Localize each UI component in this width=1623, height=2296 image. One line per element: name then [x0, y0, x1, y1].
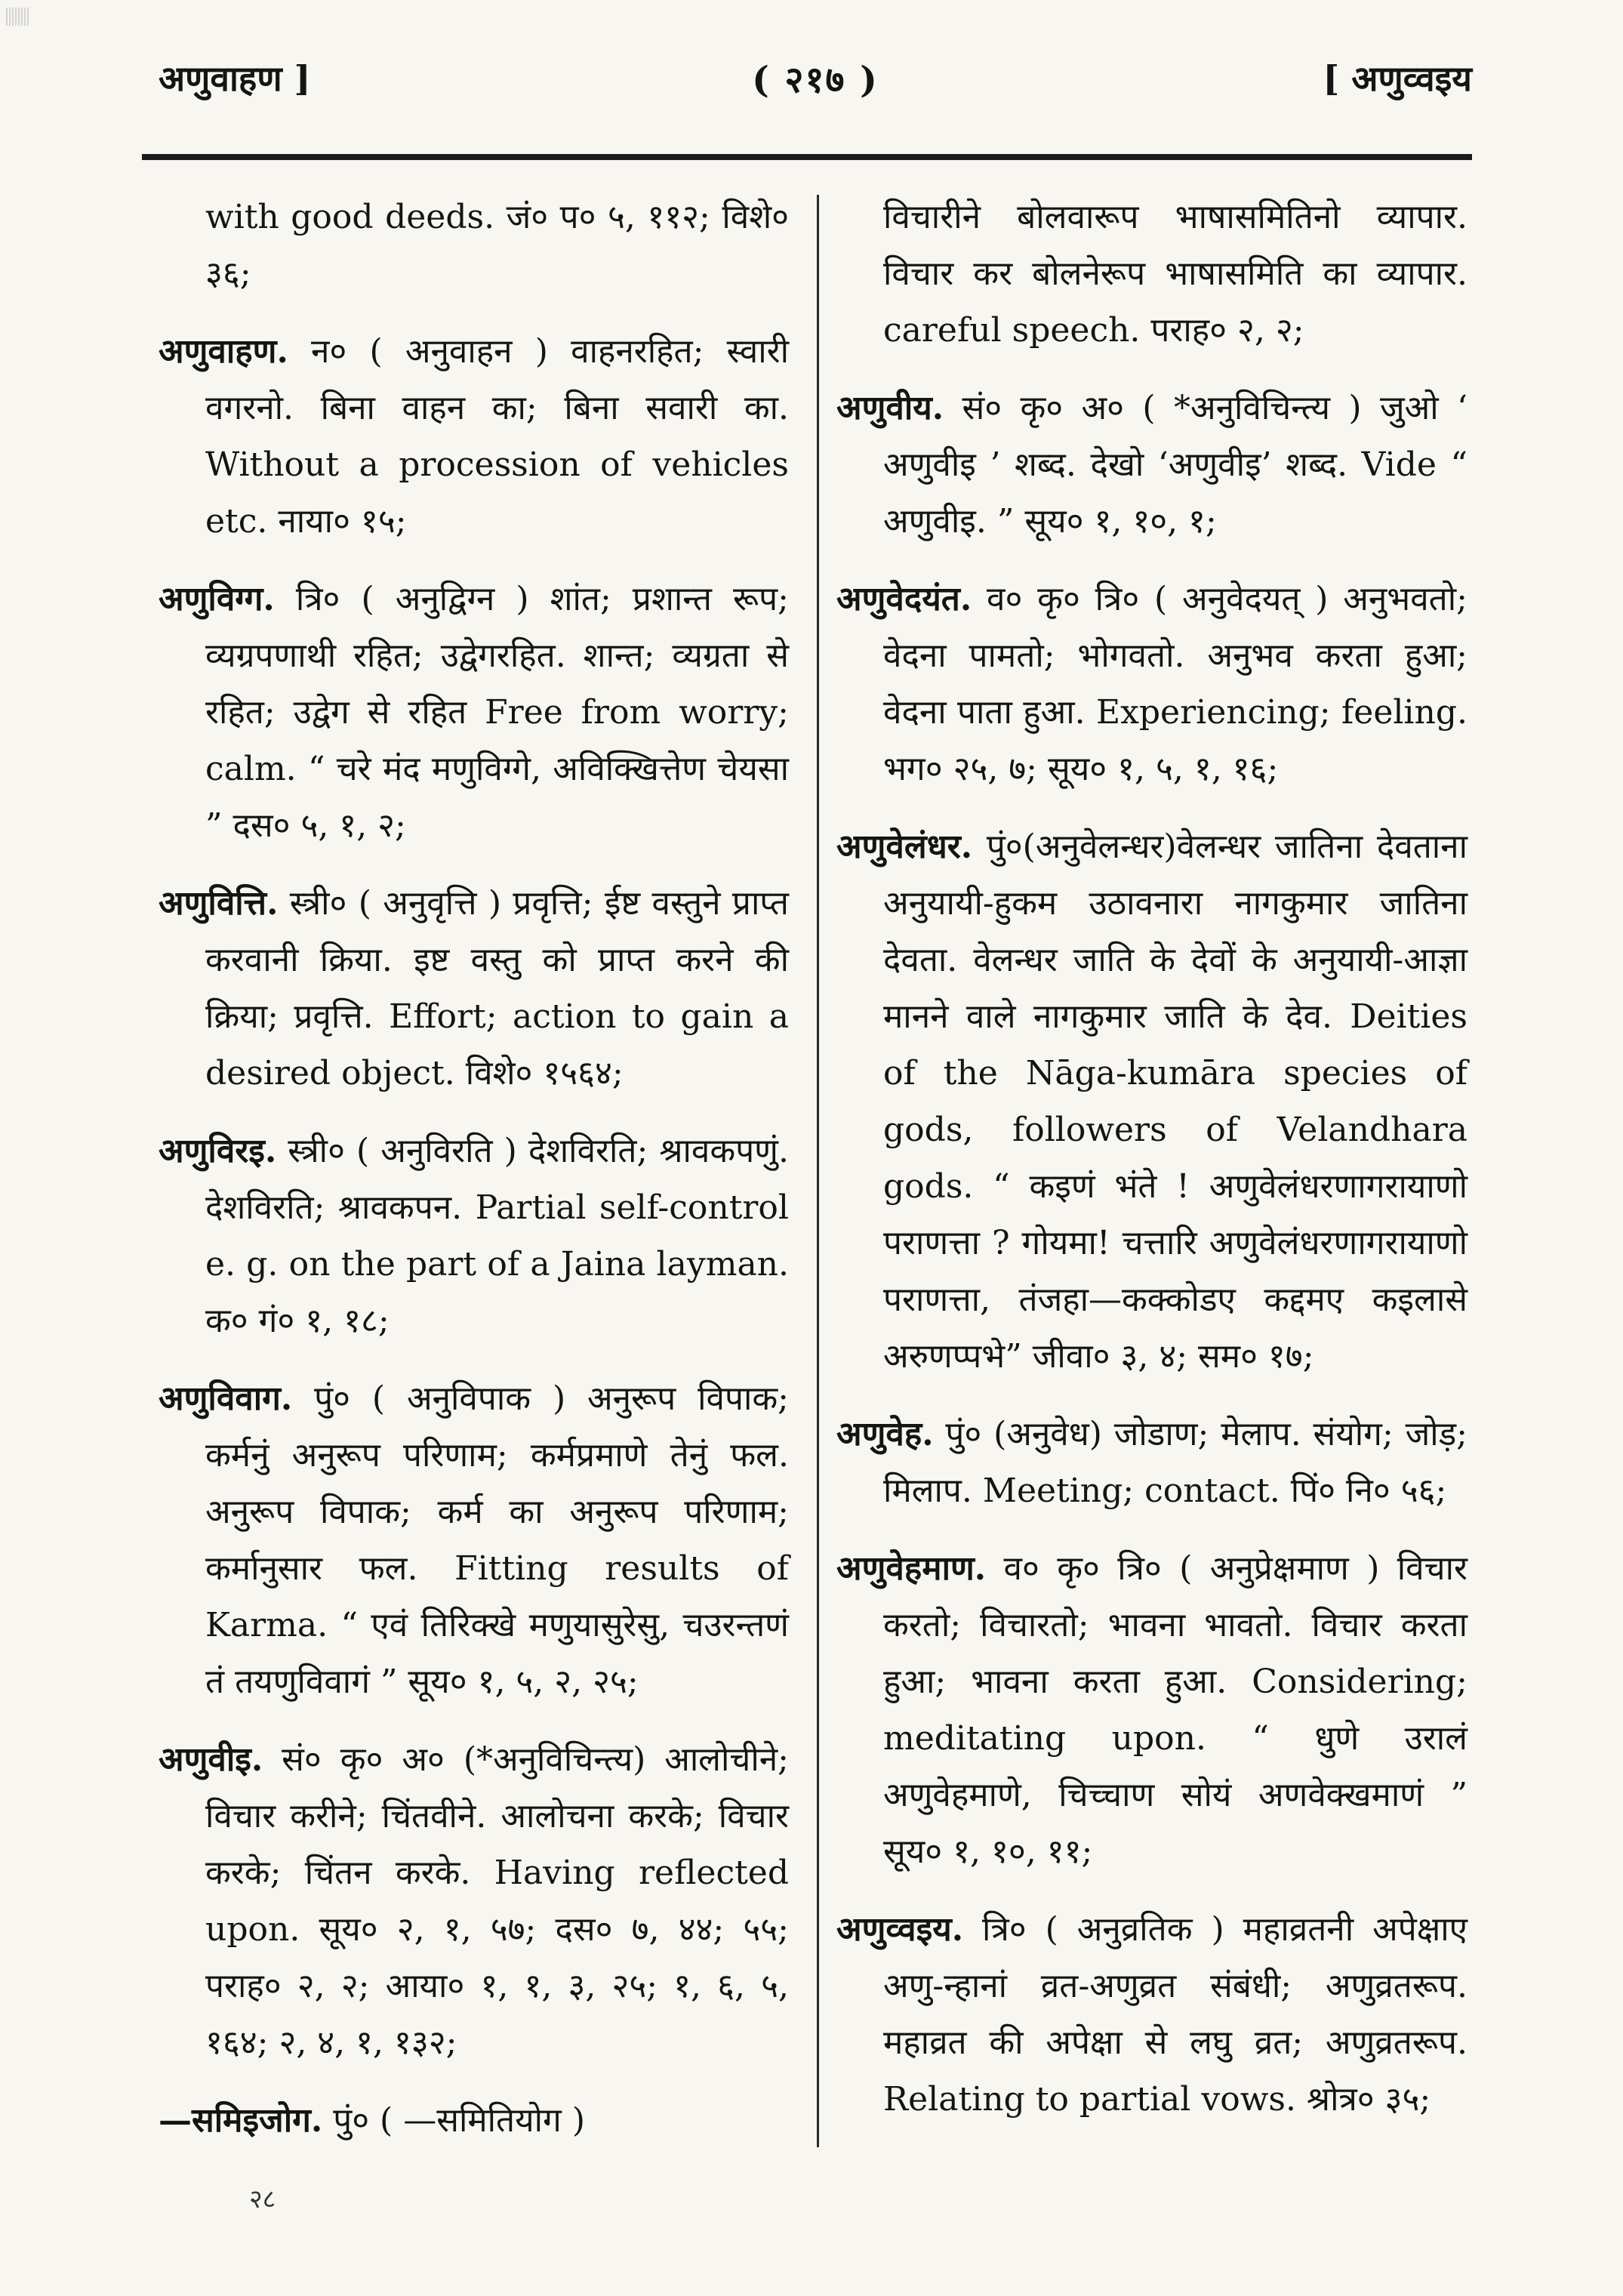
entry-headword: अणुवेह.	[836, 1415, 934, 1453]
left-column	[159, 189, 789, 2170]
entry-headword: अणुवेदयंत.	[836, 580, 972, 618]
header-left-guideword: अणुवाहण ]	[159, 58, 311, 99]
header-right-guideword: [ अणुव्वइय	[1323, 58, 1472, 99]
entry-body: पुं० (अनुवेध) जोडाण; मेलाप. संयोग; जोड़; मिलाप. Meeting; contact. पिं० नि० ५६;	[883, 1415, 1467, 1510]
column-divider	[817, 195, 819, 2147]
dictionary-entry	[159, 875, 789, 1102]
dictionary-entry	[836, 1540, 1467, 1880]
right-column	[836, 189, 1467, 2149]
page-header	[159, 54, 1472, 115]
entry-body: with good deeds. जं० प० ५, ११२; विशे० ३६;	[205, 198, 789, 293]
entry-body: पुं०(अनुवेलन्धर)वेलन्धर जातिना देवताना अनुयायी-हुकम उठावनारा नागकुमार जातिना देवता. वेलन्धर जाति के देवों के अनुयायी-आज्ञा मानने वाले नागकुमार जाति के देव. Deities of the Nāga-kumāra species of gods, followers of Velandhara gods. “ कइणं भंते ! अणुवेलंधरणागरायाणो पराणत्ता ? गोयमा! चत्तारि अणुवेलंधरणागरायाणो पराणत्ता, तंजहा—कक्कोडए कद्दमए कइलासे अरुणप्पभे” जीवा० ३, ४; सम० १७;	[883, 827, 1467, 1376]
dictionary-entry	[836, 380, 1467, 550]
entry-body: विचारीने बोलवारूप भाषासमितिनो व्यापार. विचार कर बोलनेरूप भाषासमिति का व्यापार. careful speech. पराह० २, २;	[883, 198, 1467, 350]
entry-headword: अणुवीय.	[836, 389, 944, 427]
entry-body: व० कृ० त्रि० ( अनुवेदयत् ) अनुभवतो; वेदना पामतो; भोगवतो. अनुभव करता हुआ; वेदना पाता हुआ. Experiencing; feeling. भग० २५, ७; सूय० १, ५, १, १६;	[883, 580, 1467, 788]
entry-headword: अणुवेहमाण.	[836, 1549, 987, 1588]
dictionary-entry	[836, 1406, 1467, 1519]
dictionary-subentry	[159, 2092, 789, 2149]
entry-headword: अणुवेलंधर.	[836, 827, 973, 866]
header-rule	[142, 154, 1472, 160]
dictionary-entry	[159, 189, 789, 302]
entry-body: व० कृ० त्रि० ( अनुप्रेक्षमाण ) विचार करतो; विचारतो; भावना भावतो. विचार करता हुआ; भावना करता हुआ. Considering; meditating upon. “ धुणे उरालं अणुवेहमाणे, चिच्चाण सोयं अणवेक्खमाणं ” सूय० १, १०, ११;	[883, 1549, 1467, 1871]
dictionary-entry	[159, 1731, 789, 2071]
dictionary-entry	[159, 1370, 789, 1710]
entry-body: सं० कृ० अ० (*अनुविचिन्त्य) आलोचीने; विचार करीने; चिंतवीने. आलोचना करके; विचार करके; चिंतन करके. Having reflected upon. सूय० २, १, ५७; दस० ७, ४४; ५५; पराह० २, २; आया० १, १, ३, २५; १, ६, ५, १६४; २, ४, १, १३२;	[205, 1740, 789, 2062]
entry-body: सं० कृ० अ० ( *अनुविचिन्त्य ) जुओ ‘ अणुवीइ ’ शब्द. देखो ‘अणुवीइ’ शब्द. Vide “ अणुवीइ. ” सूय० १, १०, १;	[883, 389, 1467, 541]
dictionary-entry	[836, 1901, 1467, 2128]
entry-headword: —समिइजोग.	[159, 2101, 323, 2140]
dictionary-entry	[159, 571, 789, 854]
dictionary-entry	[836, 818, 1467, 1385]
entry-headword: अणुविरइ.	[159, 1132, 277, 1170]
entry-headword: अणुव्वइय.	[836, 1910, 964, 1949]
entry-body: पुं० ( अनुविपाक ) अनुरूप विपाक; कर्मनुं अनुरूप परिणाम; कर्मप्रमाणे तेनुं फल. अनुरूप विपाक; कर्म का अनुरूप परिणाम; कर्मानुसार फल. Fitting results of Karma. “ एवं तिरिक्खे मणुयासुरेसु, चउरन्तणं तं तयणुविवागं ” सूय० १, ५, २, २५;	[205, 1379, 789, 1701]
dictionary-entry	[159, 1123, 789, 1349]
dictionary-entry	[836, 571, 1467, 797]
dictionary-entry	[159, 323, 789, 550]
entry-body: पुं० ( —समितियोग )	[333, 2101, 585, 2140]
entry-body: त्रि० ( अनुव्रतिक ) महाव्रतनी अपेक्षाए अणु-न्हानां व्रत-अणुव्रत संबंधी; अणुव्रतरूप. महाव्रत की अपेक्षा से लघु व्रत; अणुव्रतरूप. Relating to partial vows. श्रोत्र० ३५;	[883, 1910, 1467, 2119]
entry-body: त्रि० ( अनुद्विग्न ) शांत; प्रशान्त रूप; व्यग्रपणाथी रहित; उद्वेगरहित. शान्त; व्यग्रता से रहित; उद्वेग से रहित Free from worry; calm. “ चरे मंद मणुविग्गे, अविक्खित्तेण चेयसा ” दस० ५, १, २;	[205, 580, 789, 845]
entry-headword: अणुवित्ति.	[159, 884, 279, 923]
entry-headword: अणुविवाग.	[159, 1379, 293, 1418]
dictionary-entry	[836, 189, 1467, 359]
signature-mark: २८	[249, 2184, 276, 2214]
entry-headword: अणुवाहण.	[159, 332, 288, 371]
entry-headword: अणुवीइ.	[159, 1740, 263, 1779]
entry-body: स्त्री० ( अनुवृत्ति ) प्रवृत्ति; ईष्ट वस्तुने प्राप्त करवानी क्रिया. इष्ट वस्तु को प्राप्त करने की क्रिया; प्रवृत्ति. Effort; action to gain a desired object. विशे० १५६४;	[205, 884, 789, 1093]
entry-body: न० ( अनुवाहन ) वाहनरहित; स्वारी वगरनो. बिना वाहन का; बिना सवारी का. Without a procession of vehicles etc. नाया० १५;	[205, 332, 789, 541]
page-number: ( २१७ )	[752, 59, 879, 101]
entry-body: स्त्री० ( अनुविरति ) देशविरति; श्रावकपणुं. देशविरति; श्रावकपन. Partial self-control e. g. on the part of a Jaina layman. क० गं० १, १८;	[205, 1132, 789, 1340]
entry-headword: अणुविग्ग.	[159, 580, 275, 618]
scan-speck	[6, 8, 29, 26]
